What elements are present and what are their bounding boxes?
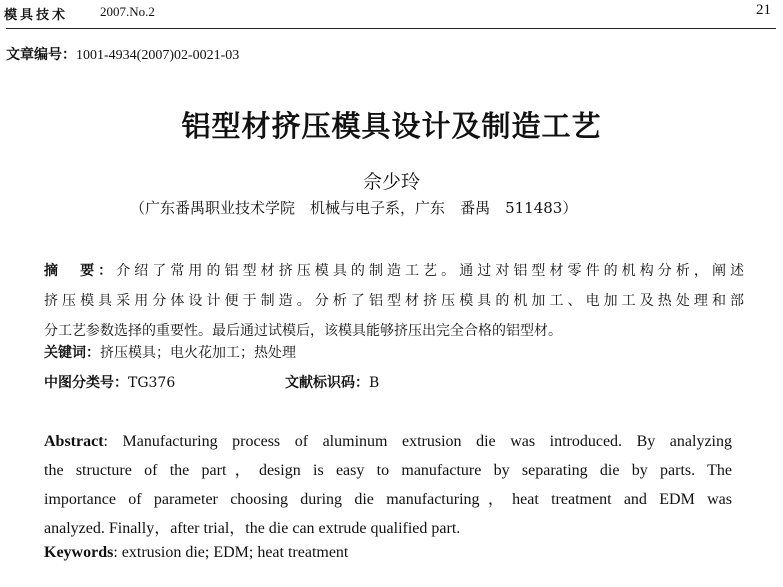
chinese-keywords-value: 挤压模具；电火花加工；热处理 — [100, 345, 296, 361]
journal-issue: 2007.No.2 — [100, 4, 155, 19]
english-keywords-label: Keywords — [44, 544, 114, 561]
document-code-value: B — [369, 375, 380, 391]
document-code-label: 文献标识码： — [285, 375, 369, 391]
clc-label: 中图分类号： — [44, 375, 128, 391]
journal-name: 模具技术 — [4, 8, 69, 23]
affiliation-department: 机械与电子系，广东 — [310, 199, 446, 217]
affiliation — [130, 197, 577, 218]
affiliation-city: 番禺 — [460, 199, 491, 217]
chinese-abstract-line — [44, 256, 744, 286]
chinese-keywords-label: 关键词： — [44, 345, 100, 361]
english-abstract-line — [44, 427, 732, 456]
clc-number — [44, 372, 175, 392]
chinese-abstract-text: 介绍了常用的铝型材挤压模具的制造工艺。通过对铝型材零件的机构分析，阐述 — [116, 263, 745, 279]
article-number-value: 1001-4934(2007)02-0021-03 — [76, 48, 240, 63]
english-keywords — [44, 544, 348, 562]
english-abstract-text: : Manufacturing process of aluminum extrusion die was introduced. By analyzing — [103, 433, 732, 450]
chinese-abstract — [44, 256, 744, 346]
chinese-abstract-label: 摘 要： — [44, 263, 117, 279]
english-abstract-label: Abstract — [44, 433, 104, 450]
chinese-abstract-line: 分工艺参数选择的重要性。最后通过试模后，该模具能够挤压出完全合格的铝型材。 — [44, 323, 562, 339]
english-abstract-line: the structure of the part，design is easy to manufacture by separating die by parts. The — [44, 462, 732, 479]
english-abstract — [44, 427, 732, 543]
clc-value: TG376 — [128, 375, 176, 391]
chinese-abstract-line: 挤压模具采用分体设计便于制造。分析了铝型材挤压模具的机加工、电加工及热处理和部 — [44, 293, 744, 309]
affiliation-postcode: 511483） — [505, 199, 578, 217]
chinese-keywords — [44, 342, 296, 362]
english-abstract-line: importance of parameter choosing during die manufacturing，heat treatment and EDM was — [44, 491, 732, 508]
article-number — [6, 44, 239, 64]
english-abstract-line: analyzed. Finally，after trial，the die can extrude qualified part. — [44, 520, 461, 537]
author-name: 佘少玲 — [362, 171, 420, 193]
page-number: 21 — [756, 2, 771, 18]
english-keywords-value: : extrusion die; EDM; heat treatment — [113, 544, 349, 561]
article-number-label: 文章编号： — [6, 47, 76, 63]
document-code — [285, 372, 379, 392]
affiliation-institution: （广东番禺职业技术学院 — [130, 199, 296, 217]
paper-title: 铝型材挤压模具设计及制造工艺 — [181, 109, 602, 143]
